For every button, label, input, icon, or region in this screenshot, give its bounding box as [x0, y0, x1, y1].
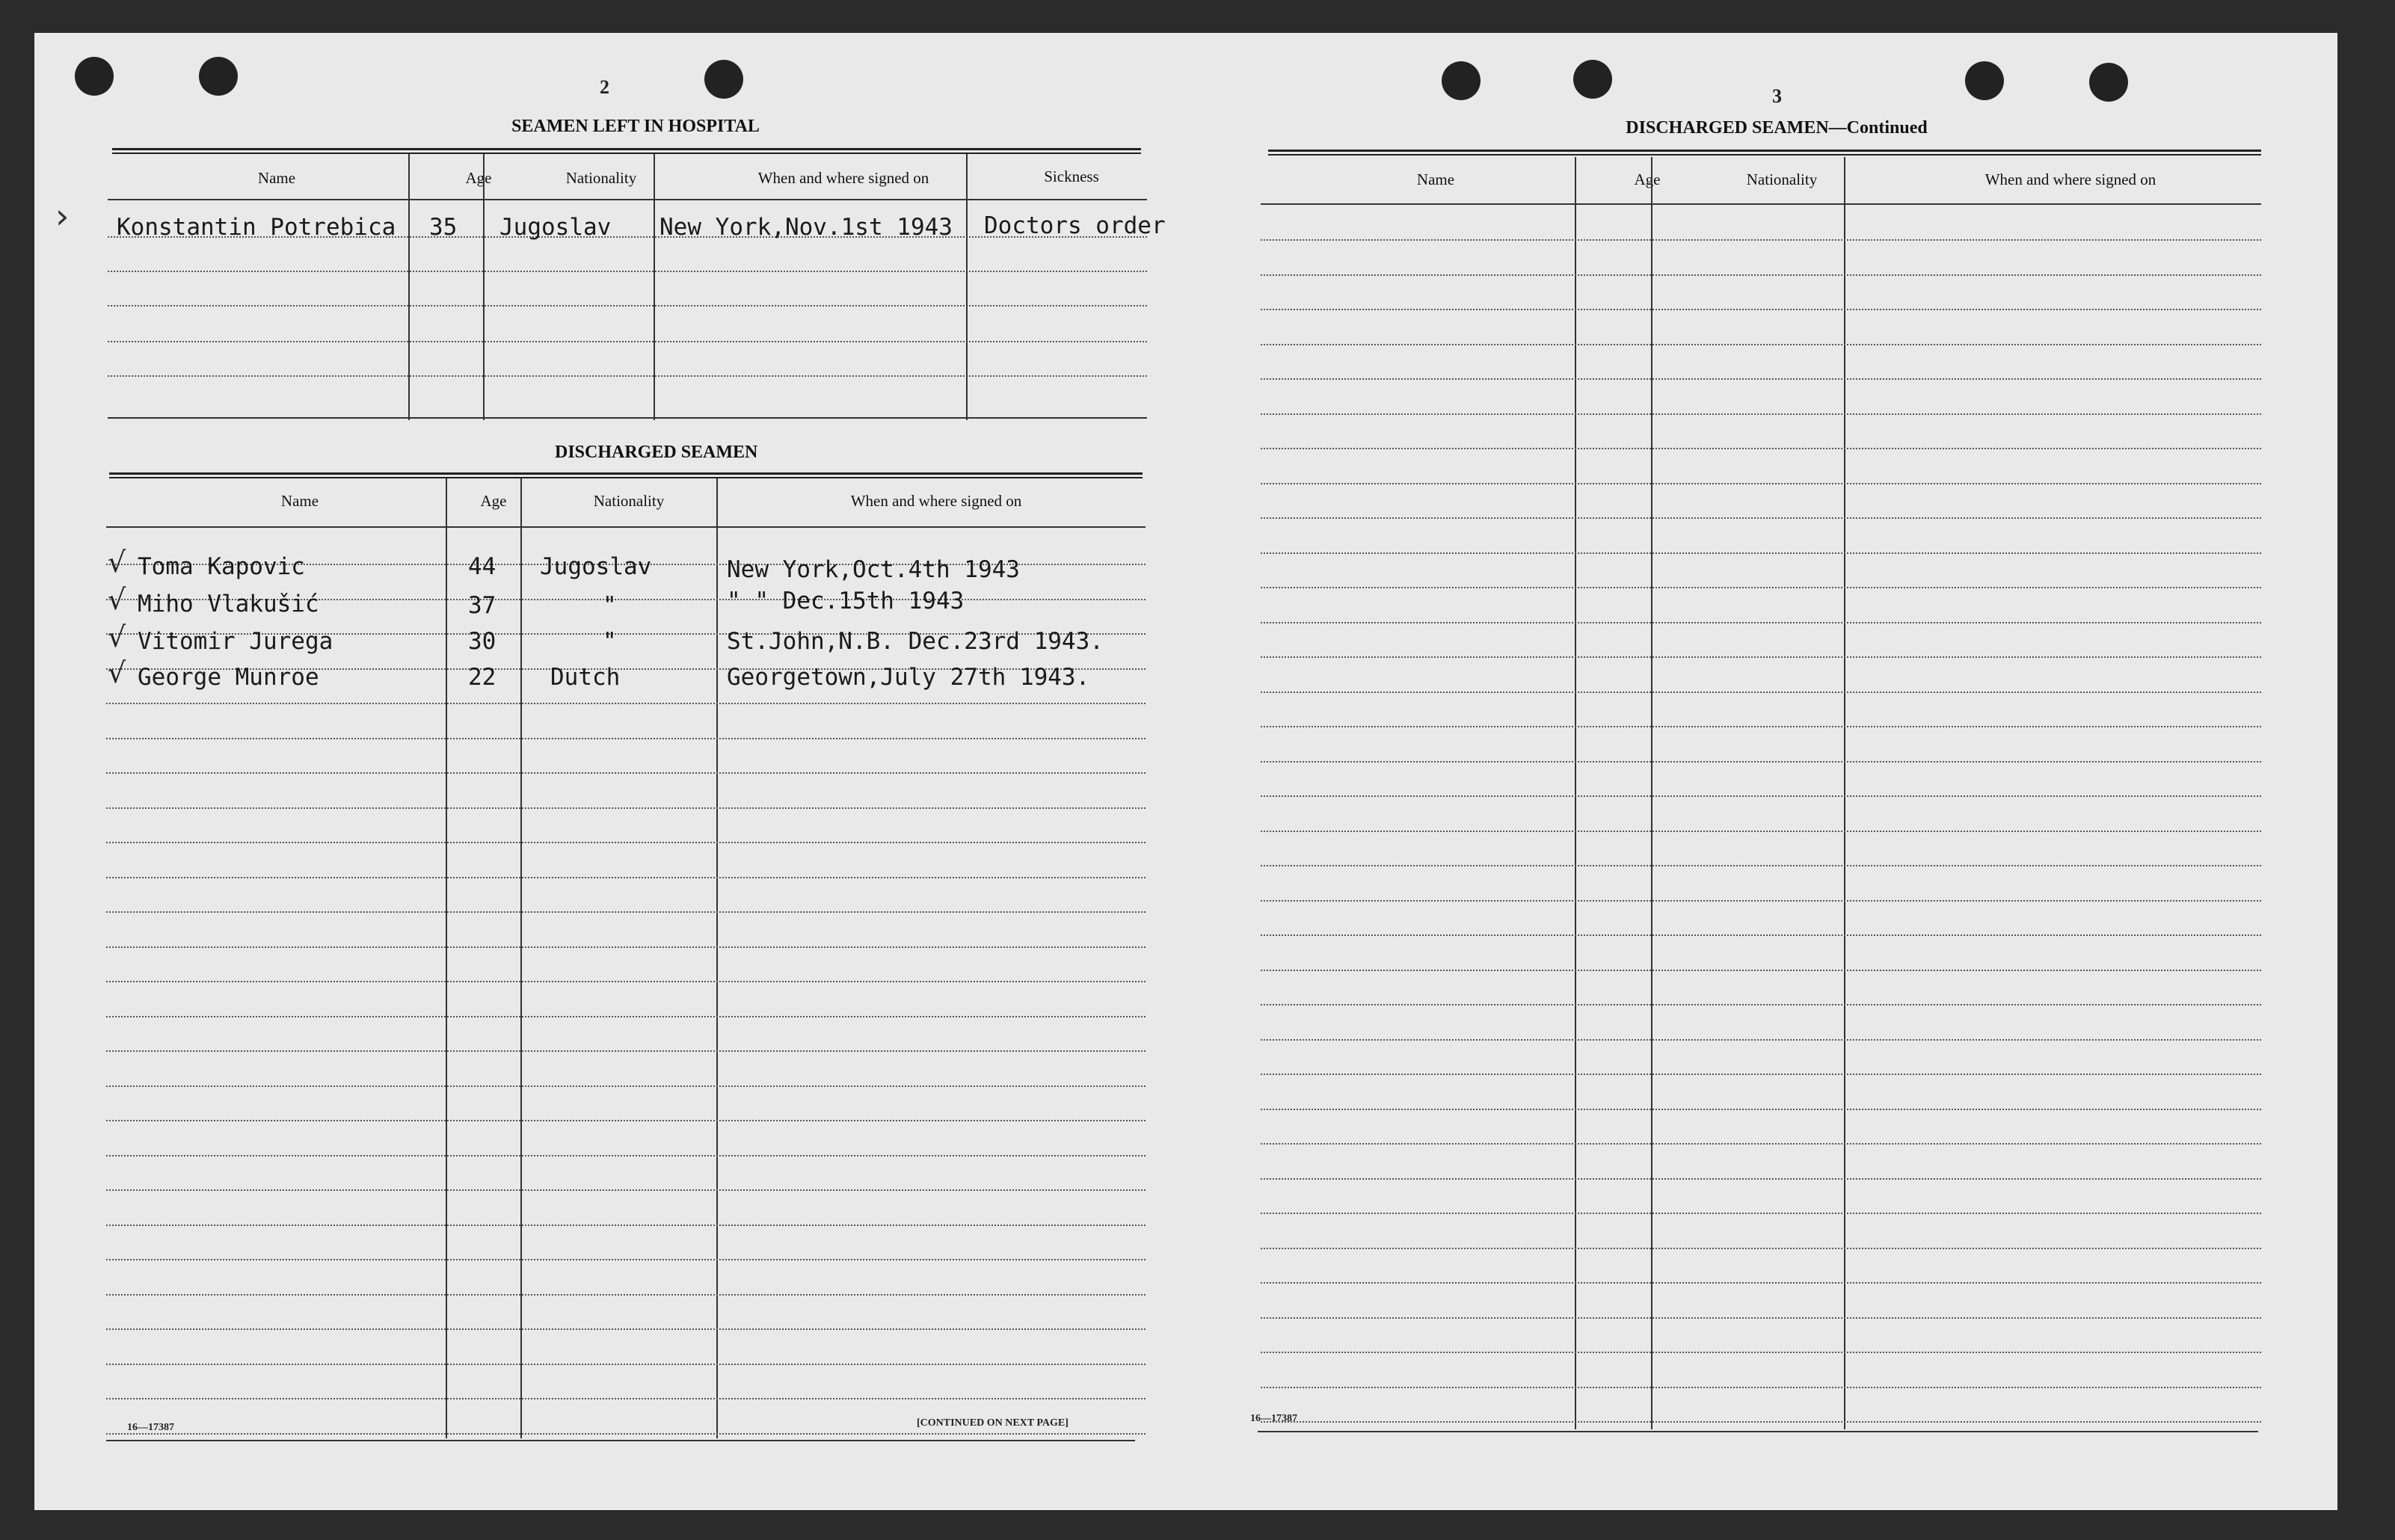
ruled-row-line — [1261, 1143, 2261, 1145]
hospital-header-bottom-rule — [108, 199, 1147, 200]
right-header-rule — [1268, 150, 2261, 155]
ruled-row-line — [106, 946, 1146, 948]
check-mark-icon: √ — [108, 620, 126, 653]
ruled-row-line — [1261, 1004, 2261, 1005]
ruled-row-line — [1261, 552, 2261, 554]
discharged-age-cell: 37 — [468, 592, 496, 619]
continued-note: [CONTINUED ON NEXT PAGE] — [917, 1417, 1069, 1429]
ruled-row-line — [106, 1155, 1146, 1156]
discharged-table-bottom-rule — [106, 1440, 1135, 1441]
discharged-name-cell: George Munroe — [138, 664, 319, 691]
hospital-col-nationality: Nationality — [565, 169, 637, 187]
hospital-name-cell: Konstantin Potrebica — [117, 214, 396, 241]
discharged-col-nationality: Nationality — [593, 492, 665, 510]
discharged-name-cell: Miho Vlakušić — [138, 591, 319, 617]
ruled-row-line — [1261, 1421, 2261, 1423]
ruled-row-line — [1261, 1248, 2261, 1249]
ruled-row-line — [106, 1120, 1146, 1121]
ruled-row-line — [1261, 309, 2261, 310]
hospital-row-line — [108, 271, 1147, 272]
check-mark-icon: √ — [108, 656, 126, 689]
ruled-row-line — [1261, 692, 2261, 693]
discharged-col-age: Age — [480, 492, 507, 510]
ruled-row-line — [1261, 1213, 2261, 1214]
ruled-row-line — [1261, 1074, 2261, 1075]
ruled-row-line — [1261, 934, 2261, 936]
ruled-row-line — [106, 1259, 1146, 1260]
discharged-age-cell: 22 — [468, 664, 496, 691]
ruled-row-line — [106, 703, 1146, 704]
ruled-row-line — [106, 1433, 1146, 1435]
discharged-signed-on-cell: Georgetown,July 27th 1943. — [727, 664, 1090, 691]
discharged-nationality-cell: " — [603, 628, 617, 655]
hospital-col-divider — [408, 154, 410, 420]
discharged-age-cell: 44 — [468, 553, 496, 580]
ruled-row-line — [106, 1328, 1146, 1330]
discharged-header-rule — [109, 472, 1143, 478]
ruled-row-line — [1261, 1387, 2261, 1388]
ruled-row-line — [106, 1189, 1146, 1191]
ruled-row-line — [1261, 831, 2261, 832]
ruled-row-line — [1261, 656, 2261, 658]
ruled-row-line — [106, 1016, 1146, 1017]
hospital-sickness-cell: Doctors order — [984, 212, 1166, 239]
ruled-row-line — [1261, 413, 2261, 415]
check-mark-icon: √ — [108, 546, 126, 579]
discharged-name-cell: Vitomir Jurega — [138, 628, 333, 655]
punch-hole-icon — [1965, 61, 2004, 100]
ruled-row-line — [1261, 239, 2261, 241]
right-section-title: DISCHARGED SEAMEN—Continued — [1626, 118, 1928, 138]
ruled-row-line — [106, 1364, 1146, 1365]
discharged-name-cell: Toma Kapovic — [138, 553, 305, 580]
discharged-nationality-cell: Jugoslav — [540, 553, 652, 580]
hospital-col-divider — [483, 154, 485, 420]
hospital-table-bottom-rule — [108, 417, 1147, 419]
hospital-col-sickness: Sickness — [1044, 167, 1099, 185]
ruled-row-line — [106, 981, 1146, 982]
right-col-divider — [1575, 157, 1576, 1429]
right-page-number: 3 — [1772, 85, 1782, 107]
hospital-col-age: Age — [465, 169, 492, 187]
right-col-divider — [1651, 157, 1652, 1429]
ruled-row-line — [106, 877, 1146, 878]
ruled-row-line — [1261, 970, 2261, 971]
ruled-row-line — [1261, 795, 2261, 797]
ruled-row-line — [106, 842, 1146, 843]
ruled-row-line — [106, 738, 1146, 739]
discharged-nationality-cell: " — [603, 592, 617, 619]
left-page-number: 2 — [600, 76, 609, 98]
right-header-bottom-rule — [1261, 203, 2261, 205]
right-table-bottom-rule — [1258, 1431, 2258, 1432]
discharged-section-title: DISCHARGED SEAMEN — [555, 443, 758, 462]
ruled-row-line — [106, 1398, 1146, 1399]
ruled-row-line — [106, 1225, 1146, 1226]
hospital-signed-on-cell: New York,Nov.1st 1943 — [660, 214, 953, 241]
punch-hole-icon — [1442, 61, 1481, 100]
discharged-col-signed-on: When and where signed on — [850, 492, 1022, 510]
ruled-row-line — [1261, 274, 2261, 276]
discharged-header-bottom-rule — [106, 526, 1146, 528]
ruled-row-line — [1261, 1178, 2261, 1180]
right-col-age: Age — [1634, 170, 1661, 188]
punch-hole-icon — [2089, 63, 2128, 102]
ruled-row-line — [106, 911, 1146, 913]
ruled-row-line — [1261, 900, 2261, 902]
hospital-row-line — [108, 375, 1147, 377]
punch-hole-icon — [704, 60, 743, 99]
hospital-col-divider — [654, 154, 655, 420]
ruled-row-line — [1261, 448, 2261, 449]
right-col-signed-on: When and where signed on — [1984, 170, 2156, 188]
discharged-col-name: Name — [280, 492, 319, 510]
hospital-col-name: Name — [257, 169, 296, 187]
margin-arrow-icon: › — [55, 196, 70, 236]
ruled-row-line — [106, 1085, 1146, 1087]
ruled-row-line — [1261, 517, 2261, 519]
hospital-nationality-cell: Jugoslav — [499, 214, 612, 241]
hospital-age-cell: 35 — [429, 214, 458, 241]
discharged-signed-on-cell: " " Dec.15th 1943 — [727, 588, 965, 615]
ruled-row-line — [1261, 344, 2261, 345]
document-sheet — [34, 33, 2337, 1510]
punch-hole-icon — [1573, 60, 1612, 99]
ruled-row-line — [1261, 1317, 2261, 1319]
right-col-name: Name — [1416, 170, 1455, 188]
ruled-row-line — [106, 772, 1146, 774]
discharged-age-cell: 30 — [468, 628, 496, 655]
hospital-row-line — [108, 341, 1147, 342]
hospital-col-divider — [966, 154, 968, 420]
check-mark-icon: √ — [108, 583, 126, 616]
ruled-row-line — [1261, 726, 2261, 727]
ruled-row-line — [1261, 1039, 2261, 1041]
right-col-divider — [1844, 157, 1845, 1429]
hospital-col-signed-on: When and where signed on — [757, 169, 929, 187]
punch-hole-icon — [199, 57, 238, 96]
ruled-row-line — [1261, 1352, 2261, 1353]
discharged-signed-on-cell: New York,Oct.4th 1943 — [727, 556, 1020, 583]
ruled-row-line — [1261, 1109, 2261, 1110]
ruled-row-line — [1261, 483, 2261, 484]
discharged-nationality-cell: Dutch — [550, 664, 621, 691]
ruled-row-line — [106, 1050, 1146, 1052]
hospital-row-line — [108, 305, 1147, 307]
right-form-number: 16—17387 — [1250, 1413, 1297, 1424]
ruled-row-line — [106, 807, 1146, 809]
ruled-row-line — [1261, 761, 2261, 763]
ruled-row-line — [1261, 865, 2261, 866]
ruled-row-line — [106, 1294, 1146, 1296]
ruled-row-line — [1261, 1282, 2261, 1284]
ruled-row-line — [1261, 378, 2261, 380]
discharged-signed-on-cell: St.John,N.B. Dec.23rd 1943. — [727, 628, 1104, 655]
right-col-nationality: Nationality — [1746, 170, 1818, 188]
left-form-number: 16—17387 — [127, 1422, 174, 1433]
ruled-row-line — [1261, 587, 2261, 588]
hospital-header-rule — [112, 148, 1141, 154]
hospital-section-title: SEAMEN LEFT IN HOSPITAL — [511, 117, 760, 136]
punch-hole-icon — [75, 57, 114, 96]
ruled-row-line — [1261, 622, 2261, 623]
